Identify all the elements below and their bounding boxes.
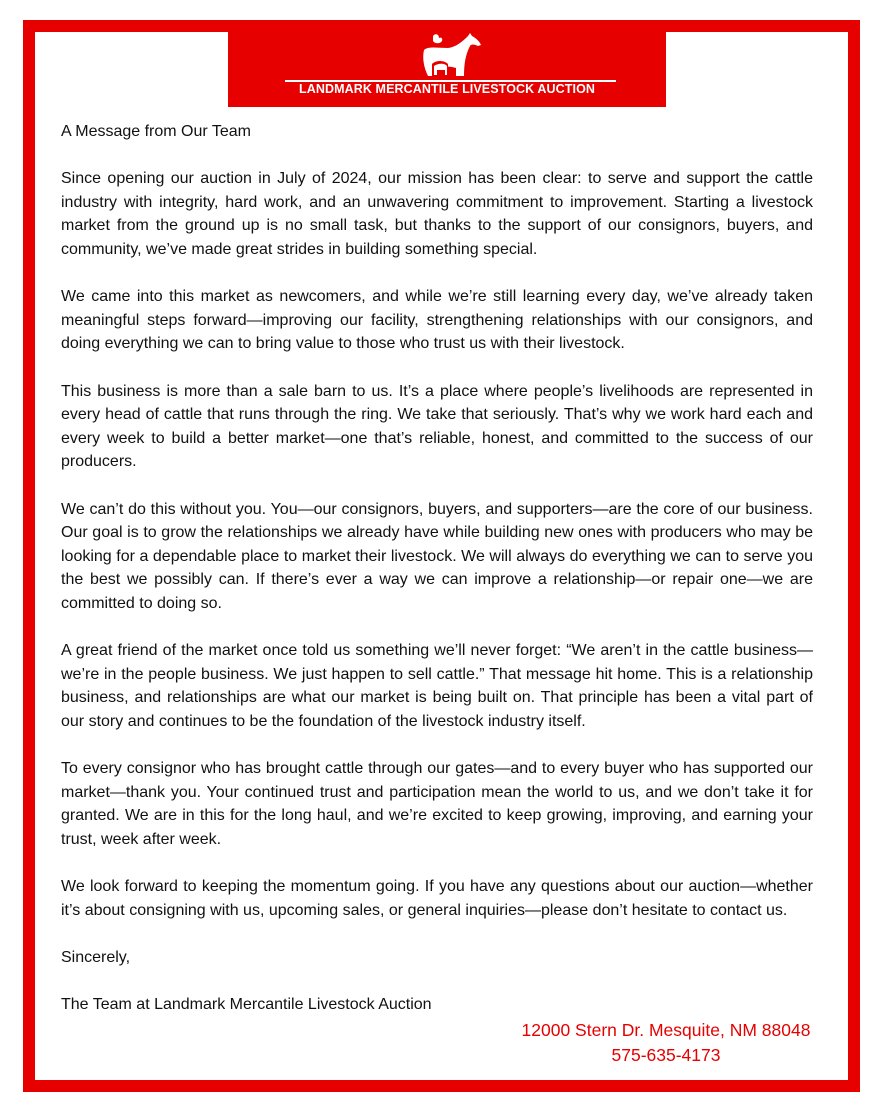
paragraph: To every consignor who has brought cattle through our gates—and to every buyer who has supported our market—thank you. Your continued trust and participation mean the world to us, and we don’t take it for granted. We are in this for the long haul, and we’re excited to keep growing, improving, and earning your trust, week after week.: [61, 760, 813, 848]
address: 12000 Stern Dr. Mesquite, NM 88048: [521, 1020, 811, 1040]
phone: 575-635-4173: [611, 1045, 721, 1065]
paragraph: We came into this market as newcomers, and while we’re still learning every day, we’ve already taken meaningful steps forward—improving our facility, strengthening relationships with our consignors, and doing everything we can to bring value to those who trust us with their livestock.: [61, 288, 813, 353]
closing: Sincerely,: [61, 948, 131, 966]
paragraph: A great friend of the market once told us something we’ll never forget: “We aren’t in the cattle business—we’re in the people business. We just happen to sell cattle.” That message hit home. This is a relationship business, and relationships are what our market is being built on. That principle has been a vital part of our story and continues to be the foundation of the livestock industry itself.: [61, 642, 813, 730]
letter-body: [61, 120, 813, 1017]
contact-info: [495, 1018, 837, 1068]
paragraph: Since opening our auction in July of 2024, our mission has been clear: to serve and support the cattle industry with integrity, hard work, and an unwavering commitment to improvement. Starting a livestock market from the ground up is no small task, but thanks to the support of our consignors, buyers, and community, we’ve made great strides in building something special.: [61, 170, 813, 258]
paragraph: This business is more than a sale barn to us. It’s a place where people’s livelihoods are represented in every head of cattle that runs through the ring. We take that seriously. That’s why we work hard each and every week to build a better market—one that’s reliable, honest, and committed to the success of our producers.: [61, 382, 813, 471]
paragraph: We look forward to keeping the momentum going. If you have any questions about our auction—whether it’s about consigning with us, upcoming sales, or general inquiries—please don’t hesitate to contact us.: [61, 878, 813, 919]
paragraph: We can’t do this without you. You—our consignors, buyers, and supporters—are the core of our business. Our goal is to grow the relationships we already have while building new ones with producers who may be looking for a dependable place to market their livestock. We will always do everything we can to serve you the best we possibly can. If there’s ever a way we can improve a relationship—or repair one—we are committed to doing so.: [61, 500, 813, 612]
letter-heading: A Message from Our Team: [61, 123, 251, 140]
livestock-silhouette-icon: [418, 32, 484, 78]
logo-banner: [228, 20, 666, 107]
signature: The Team at Landmark Mercantile Livestock Auction: [61, 995, 432, 1013]
logo-name: LANDMARK MERCANTILE LIVESTOCK AUCTION: [298, 82, 596, 96]
